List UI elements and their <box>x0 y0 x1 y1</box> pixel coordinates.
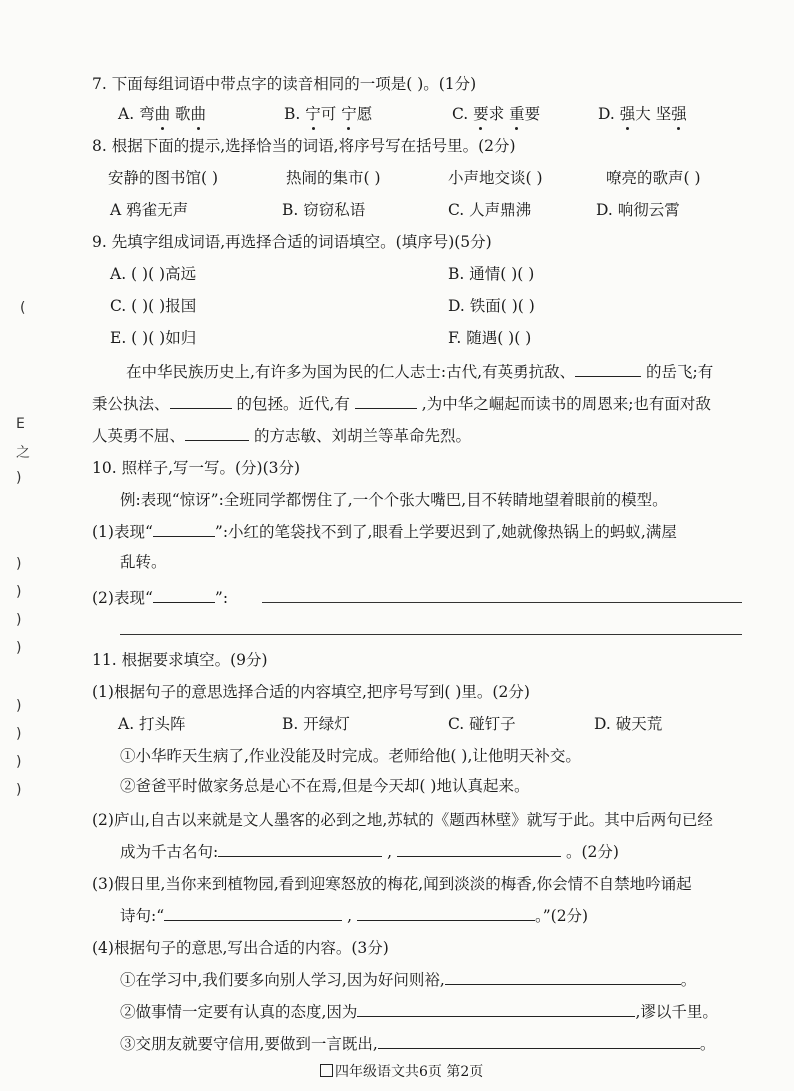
margin-mark: ) <box>16 698 22 714</box>
q8-option: A 鸦雀无声 <box>110 201 189 219</box>
blank[interactable] <box>397 842 561 857</box>
margin-mark: ) <box>16 640 22 656</box>
margin-mark: E <box>16 416 25 432</box>
q8-prompt: 热闹的集市( ) <box>286 169 381 187</box>
q9-item-c: C. ( )( )报国 <box>110 297 197 315</box>
q11-part2-answer: 成为千古名句: , 。(2分) <box>120 843 619 861</box>
blank[interactable] <box>575 362 641 377</box>
blank[interactable] <box>185 426 249 441</box>
q11-option: C. 碰钉子 <box>448 715 516 733</box>
checkbox-icon <box>320 1064 333 1077</box>
q7-option-c: C. 要求 重要 <box>452 105 541 123</box>
q7-stem: 7. 下面每组词语中带点字的读音相同的一项是( )。(1分) <box>92 75 477 93</box>
margin-mark: ) <box>16 726 22 742</box>
q10-item-1: (1)表现“ ”:小红的笔袋找不到了,眼看上学要迟到了,她就像热锅上的蚂蚁,满屋 <box>92 523 677 541</box>
blank[interactable] <box>164 906 342 921</box>
q8-stem: 8. 根据下面的提示,选择恰当的词语,将序号写在括号里。(2分) <box>92 137 516 155</box>
margin-mark: ) <box>16 612 22 628</box>
q7-option-d: D. 强大 坚强 <box>598 105 687 123</box>
q9-paragraph-line: 人英勇不屈、 的方志敏、刘胡兰等革命先烈。 <box>92 427 471 445</box>
blank[interactable] <box>357 1002 635 1017</box>
blank[interactable] <box>153 522 215 537</box>
q10-stem: 10. 照样子,写一写。(分)(3分) <box>92 459 301 477</box>
margin-mark: ( <box>20 300 26 316</box>
q11-part4-sentence: ②做事情一定要有认真的态度,因为 ,谬以千里。 <box>120 1003 718 1021</box>
q11-part2-line: (2)庐山,自古以来就是文人墨客的必到之地,苏轼的《题西林壁》就写于此。其中后两句已经 <box>92 811 713 829</box>
q9-item-d: D. 铁面( )( ) <box>448 297 535 315</box>
q8-option: D. 响彻云霄 <box>596 201 680 219</box>
q10-example: 例:表现“惊讶”:全班同学都愣住了,一个个张大嘴巴,目不转睛地望着眼前的模型。 <box>120 491 668 509</box>
q11-sentence: ②爸爸平时做家务总是心不在焉,但是今天却( )地认真起来。 <box>120 777 530 795</box>
q10-item-1-cont: 乱转。 <box>120 553 167 571</box>
blank[interactable] <box>218 842 382 857</box>
q8-prompt: 安静的图书馆( ) <box>108 169 219 187</box>
q11-option: A. 打头阵 <box>118 715 186 733</box>
q9-stem: 9. 先填字组成词语,再选择合适的词语填空。(填序号)(5分) <box>92 233 492 251</box>
margin-mark: ) <box>16 470 22 486</box>
q11-part4-sentence: ①在学习中,我们要多向别人学习,因为好问则裕, 。 <box>120 971 697 989</box>
q9-item-b: B. 通情( )( ) <box>448 265 535 283</box>
q11-sentence: ①小华昨天生病了,作业没能及时完成。老师给他( ),让他明天补交。 <box>120 747 581 765</box>
q11-option: B. 开绿灯 <box>282 715 350 733</box>
q11-stem: 11. 根据要求填空。(9分) <box>92 651 268 669</box>
q9-item-a: A. ( )( )高远 <box>110 265 197 283</box>
margin-mark: ) <box>16 584 22 600</box>
q9-paragraph-line: 秉公执法、 的包拯。近代,有 ,为中华之崛起而读书的周恩来;也有面对敌 <box>92 395 711 413</box>
q11-part4-stem: (4)根据句子的意思,写出合适的内容。(3分) <box>92 939 389 957</box>
page-footer: 四年级语文共6页 第2页 <box>320 1062 483 1082</box>
q7-option-a: A. 弯曲 歌曲 <box>118 105 207 123</box>
q8-prompt: 小声地交谈( ) <box>448 169 543 187</box>
q9-item-e: E. ( )( )如归 <box>110 329 197 347</box>
margin-mark: 之 <box>16 445 30 461</box>
q11-part3-answer: 诗句:“ , 。”(2分) <box>120 907 589 925</box>
answer-line[interactable] <box>262 602 742 603</box>
margin-mark: ) <box>16 754 22 770</box>
blank[interactable] <box>357 906 535 921</box>
q10-item-2: (2)表现“ ”: <box>92 589 229 607</box>
q8-option: B. 窃窃私语 <box>282 201 366 219</box>
blank[interactable] <box>445 970 681 985</box>
q11-part3-line: (3)假日里,当你来到植物园,看到迎寒怒放的梅花,闻到淡淡的梅香,你会情不自禁地吟诵起 <box>92 875 692 893</box>
q11-option: D. 破天荒 <box>594 715 663 733</box>
q11-part1-stem: (1)根据句子的意思选择合适的内容填空,把序号写到( )里。(2分) <box>92 683 530 701</box>
blank[interactable] <box>378 1034 700 1049</box>
q9-item-f: F. 随遇( )( ) <box>448 329 532 347</box>
q8-option: C. 人声鼎沸 <box>448 201 532 219</box>
q7-option-b: B. 宁可 宁愿 <box>284 105 373 123</box>
q9-paragraph-line: 在中华民族历史上,有许多为国为民的仁人志士:古代,有英勇抗敌、 的岳飞;有 <box>126 363 714 381</box>
blank[interactable] <box>153 588 215 603</box>
margin-mark: ) <box>16 782 22 798</box>
answer-line[interactable] <box>120 634 742 635</box>
q8-prompt: 嘹亮的歌声( ) <box>606 169 701 187</box>
blank[interactable] <box>355 394 417 409</box>
margin-mark: ) <box>16 556 22 572</box>
blank[interactable] <box>170 394 232 409</box>
q11-part4-sentence: ③交朋友就要守信用,要做到一言既出, 。 <box>120 1035 716 1053</box>
